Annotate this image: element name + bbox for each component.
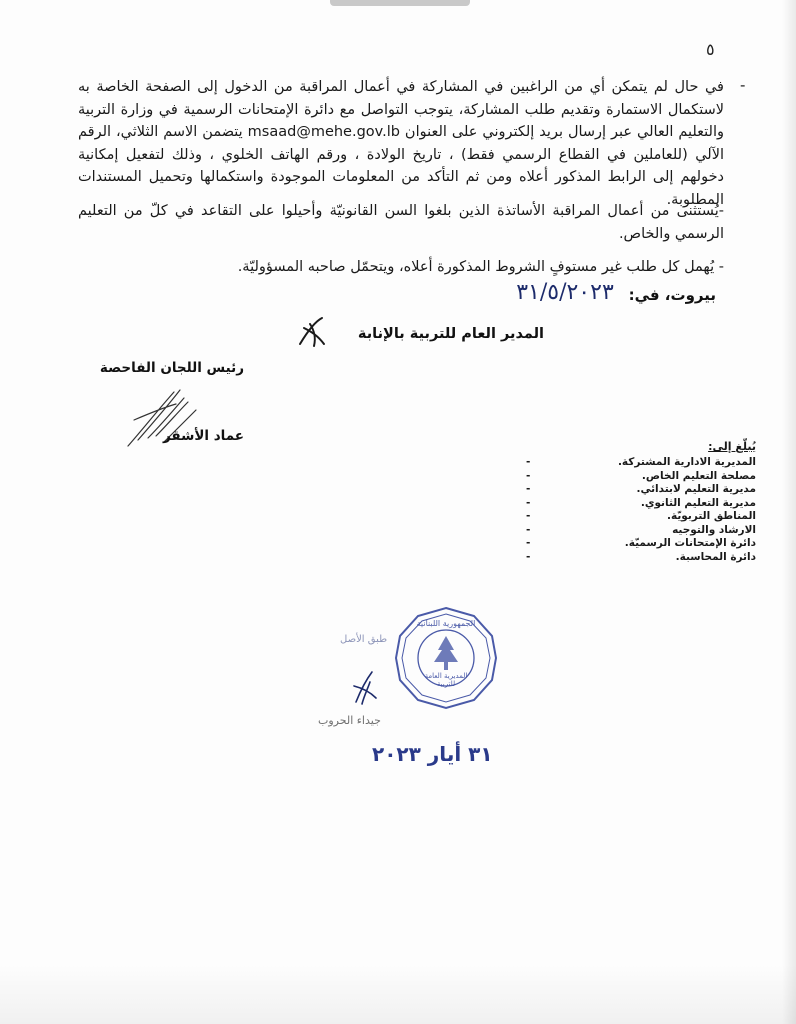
list-item [526, 537, 756, 551]
stamp-initials [350, 668, 380, 708]
list-item-text: الارشاد والتوجيه [672, 523, 756, 536]
list-item [526, 483, 756, 497]
list-item-text: المديرية الادارية المشتركة. [617, 456, 756, 468]
scan-edge-mark [330, 0, 470, 6]
paragraph-bullet: - [740, 76, 746, 94]
scan-shadow [782, 0, 796, 1024]
list-dash: - [526, 537, 531, 549]
signature-name: عماد الأشقر [162, 428, 244, 444]
official-seal [394, 606, 498, 710]
list-item [526, 550, 756, 565]
list-dash: - [526, 523, 531, 536]
signature-subtitle: رئيس اللجان الفاحصة [99, 360, 244, 376]
list-item-text: دائرة الإمتحانات الرسميّة. [624, 537, 756, 549]
paragraph-email-contact: في حال لم يتمكن أي من الراغبين في المشاركة في أعمال المراقبة من الدخول إلى الصفحة الخاصة به لاستكمال الاستمارة وتقديم طلب المشاركة، يتوجب التواصل مع دائرة الإمتحانات الرسمية في وزارة التربية والتعليم العالي عبر إرسال بريد إلكتروني على العنوان msaad@mehe.gov.lb يتضمن الاسم الثلاثي، الرقم الآلي (للعاملين في القطاع الرسمي فقط) ، تاريخ الولادة ، ورقم الهاتف الخلوي ، وذلك لتفعيل إمكانية دخولهم إلى الرابط المذكور أعلاه ومن ثم التأكد من المعلومات الموجودة واستكمالها وتحميل المستندات المطلوبة. [78, 79, 725, 208]
list-item-text: مديرية التعليم الثانوي. [640, 496, 756, 509]
list-dash: - [526, 483, 531, 495]
scan-shadow [0, 964, 796, 1024]
clerk-name: جيداء الحروب [318, 714, 381, 727]
distribution-title: يُبلّغ إلى: [708, 440, 756, 453]
list-dash: - [526, 469, 531, 482]
list-dash: - [526, 510, 531, 522]
certified-copy-mark: طبق الأصل [340, 634, 388, 645]
seal-inner-text: للتربية [436, 680, 456, 688]
seal-inner-text: المديرية العامة [424, 672, 468, 680]
paragraph-incomplete-requests: - يُهمل كل طلب غير مستوفٍ الشروط المذكورة أعلاه، ويتحمّل صاحبه المسؤوليّة. [237, 259, 724, 275]
date-handwritten: ٣١/٥/٢٠٢٣ [516, 280, 614, 305]
signature-title: المدير العام للتربية بالإنابة [357, 326, 544, 342]
list-item-text: مصلحة التعليم الخاص. [641, 469, 756, 482]
list-item [526, 469, 756, 484]
initials-mark [296, 314, 330, 350]
distribution-list [526, 440, 756, 564]
list-dash: - [526, 550, 531, 563]
list-item [526, 456, 756, 470]
date-stamp: ٣١ أيار ٢٠٢٣ [372, 742, 493, 766]
seal-outer-text: الجمهورية اللبنانية [416, 619, 476, 628]
list-item [526, 523, 756, 538]
list-item-text: المناطق التربويّة. [666, 510, 756, 522]
paragraph-retired-exclusion: -يُستثنى من أعمال المراقبة الأساتذة الذين بلغوا السن القانونيّة وأحيلوا على التقاعد في كلّ من التعليم الرسمي والخاص. [78, 203, 724, 242]
date-label: بيروت، في: [628, 286, 716, 304]
corner-mark: ٥ [706, 40, 715, 59]
list-dash: - [526, 496, 531, 509]
list-item-text: دائرة المحاسبة. [675, 550, 756, 563]
list-item [526, 496, 756, 511]
list-item [526, 510, 756, 524]
list-dash: - [526, 456, 531, 468]
list-item-text: مديرية التعليم لابتدائي. [636, 483, 756, 495]
